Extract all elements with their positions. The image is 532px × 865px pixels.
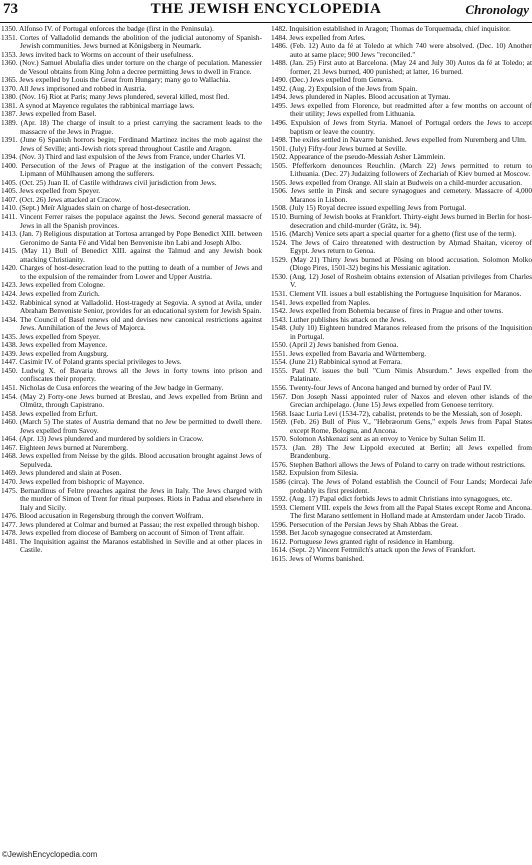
chronology-entry: 1381. A synod at Mayence regulates the rabbinical marriage laws. [1,100,195,110]
chronology-entry: 1505. Jews expelled from Orange. All slain at Budweis on a child-murder accusation. [271,177,523,187]
chronology-entry: 1498. The exiles settled in Navarre banished. Jews expelled from Nuremberg and Ulm. [271,135,527,145]
chronology-entry: 1370. All Jews imprisoned and robbed in Austria. [1,83,147,93]
chronology-entry: 1478. Jews expelled from diocese of Bamberg on account of Simon of Trent affair. [1,528,245,538]
chronology-entry: 1413. (Jan. 7) Religious disputation at Tortosa arranged by Pope Benedict XIII. between Geronimo de Santa Fé and Vidal ben Benveniste ibn Labi and Joseph Albo. [1,229,262,247]
chronology-entry: 1407. (Oct. 26) Jews attacked at Cracow. [1,194,122,204]
chronology-entry: 1492. (Aug. 2) Expulsion of the Jews from Spain. [271,83,418,93]
page-header [0,0,532,23]
chronology-entry: 1576. Stephen Bathori allows the Jews of Poland to carry on trade without restrictions. [271,459,526,469]
chronology-entry: 1502. Appearance of the pseudo-Messiah Asher Lämmlein. [271,152,446,162]
chronology-entry: 1551. Jews expelled from Bavaria and Württemberg. [271,348,427,358]
chronology-entry: 1410. (Sept.) Meïr Alguades slain on charge of host-desecration. [1,203,191,213]
chronology-entry: 1434. The Council of Basel renews old and devises new canonical restrictions against Jews. Annihilation of the Jews of Majorca. [1,314,262,333]
chronology-entry: 1387. Jews expelled from Basel. [1,109,97,119]
chronology-entry: 1569. (Feb. 26) Bull of Pius V., "Hebræorum Gens," expels Jews from Papal States except Rome, Bologna, and Ancona. [271,417,532,435]
chronology-entry: 1432. Rabbinical synod at Valladolid. Host-tragedy at Segovia. A synod at Avila, under Abraham Benveniste Senior, provides for an educational system for Jewish Spain. [1,297,262,316]
chronology-entry: 1568. Isaac Luria Levi (1534-72), cabalist, pretends to be the Messiah, son of Joseph. [271,408,523,418]
chronology-entry: 1494. Jews plundered in Naples. Blood accusation at Tyrnau. [271,92,451,102]
chronology-entry: 1615. Jews of Worms banished. [271,553,365,563]
running-title: THE JEWISH ENCYCLOPEDIA [150,1,382,17]
chronology-entry: 1435. Jews expelled from Speyer. [1,331,101,341]
chronology-entry: 1508. (July 15) Royal decree issued expelling Jews from Portugal. [271,203,467,213]
chronology-entry: 1460. (March 5) The states of Austria demand that no Jew be permitted to dwell there. Jews expelled from Savoy. [1,417,262,435]
chronology-entry: 1405. Jews expelled from Speyer. [1,186,101,196]
chronology-entry: 1360. (Nov.) Samuel Abulafia dies under torture on the charge of peculation. Manessier de Vesoul obtains from King John a decree permitting Jews to dwell in France. [1,58,262,76]
chronology-entry: 1470. Jews expelled from bishopric of Mayence. [1,476,145,486]
chronology-entry: 1423. Jews expelled from Cologne. [1,280,106,290]
chronology-entry: 1550. (April 2) Jews banished from Genoa. [271,340,399,350]
chronology-entry: 1447. Casimir IV. of Poland grants special privileges to Jews. [1,357,182,367]
chronology-entry: 1573. (Jan. 28) The Jew Lippold executed at Berlin; all Jews expelled from Brandenburg. [271,442,532,461]
chronology-entry: 1567. Don Joseph Nassi appointed ruler of Naxos and eleven other islands of the Grecian archipelago. (June 15) Jews expelled from Genoese territory. [271,391,532,410]
chronology-entry: 1505. Pfefferkorn denounces Reuchlin. (March 22) Jews permitted to return to Lithuania. (Dec. 27) Judaizing followers of Zechariah of Kiev burned at Moscow. [271,160,532,179]
section-title: Chronology [465,2,529,17]
chronology-entry: 1405. (Oct. 25) Juan II. of Castile withdraws civil jurisdiction from Jews. [1,177,217,187]
right-column [271,25,532,847]
chronology-entry: 1496. Expulsion of Jews from Styria. Manoel of Portugal orders the Jews to accept baptism or leave the country. [271,118,532,136]
chronology-entry: 1592. (Aug. 17) Papal edict forbids Jews to admit Christians into synagogues, etc. [271,494,513,504]
chronology-entry: 1542. Jews expelled from Bohemia because of fires in Prague and other towns. [271,306,504,316]
chronology-entry: 1506. Jews settle in Pinsk and secure synagogues and cemetery. Massacre of 4,000 Maranos in Lisbon. [271,186,532,204]
chronology-entry: 1490. (Dec.) Jews expelled from Geneva. [271,75,393,85]
chronology-entry: 1484. Jews expelled from Arles. [271,32,366,42]
page-number: 73 [3,1,18,17]
chronology-entry: 1541. Jews expelled from Naples. [271,297,371,307]
chronology-entry: 1476. Blood accusation in Regensburg through the convert Wolfram. [1,511,204,521]
chronology-entry: 1555. Paul IV. issues the bull "Cum Nimis Absurdum." Jews expelled from the Palatinate. [271,365,532,384]
chronology-entry: 1596. Persecution of the Persian Jews by Shah Abbas the Great. [271,519,459,529]
chronology-entry: 1464. (Apr. 13) Jews plundered and murdered by soldiers in Cracow. [1,434,204,444]
chronology-entry: 1486. (Feb. 12) Auto da fé at Toledo at which 740 were absolved. (Dec. 10) Another auto at same place; 900 Jews "reconciled." [271,41,532,59]
chronology-entry: 1530. (Aug. 12) Josel of Rosheim obtains extension of Alsatian privileges from Charles V. [271,271,532,290]
chronology-entry: 1451. Nicholas de Cusa enforces the wearing of the Jew badge in Germany. [1,382,224,392]
chronology-entry: 1458. Jews expelled from Erfurt. [1,408,98,418]
chronology-entry: 1548. (July 10) Eighteen hundred Maranos released from the prisons of the Inquisition in Portugal. [271,323,532,341]
chronology-entry: 1481. The Inquisition against the Maranos established in Seville and at other places in Castile. [1,536,262,555]
chronology-entry: 1593. Clement VIII. expels the Jews from all the Papal States except Rome and Ancona. The first Marano settlement in Holland made at Amsterdam under Jacob Tirado. [271,502,532,521]
chronology-entry: 1469. Jews plundered and slain at Posen. [1,468,122,478]
chronology-entry: 1439. Jews expelled from Augsburg. [1,348,109,358]
chronology-entry: 1586 (circa). The Jews of Poland establish the Council of Four Lands; Mordecai Jafe probably its first president. [271,476,532,495]
chronology-entry: 1365. Jews expelled by Louis the Great from Hungary; many go to Wallachia. [1,75,231,85]
chronology-entry: 1353. Jews invited back to Worms on account of their usefulness. [1,49,194,59]
chronology-entry: 1400. Persecution of the Jews of Prague at the instigation of the convert Pessach; Lipmann of Mühlhausen among the sufferers. [1,160,262,179]
chronology-entry: 1438. Jews expelled from Mayence. [1,340,108,350]
chronology-entry: 1411. Vincent Ferrer raises the populace against the Jews. Second general massacre of Jews in all the Spanish provinces. [1,212,262,230]
chronology-entry: 1582. Expulsion from Silesia. [271,468,359,478]
chronology-entry: 1516. (March) Venice sets apart a special quarter for a ghetto (first use of the term). [271,229,517,239]
chronology-entry: 1415. (May 11) Bull of Benedict XIII. against the Talmud and any Jewish book attacking Christianity. [1,246,262,264]
chronology-entry: 1389. (Apr. 18) The charge of insult to a priest carrying the sacrament leads to the massacre of the Jews in Prague. [1,118,262,136]
chronology-entry: 1495. Jews expelled from Florence, but readmitted after a few months on account of their utility; Jews expelled from Lithuania. [271,100,532,119]
left-column [1,25,262,847]
chronology-entry: 1380. (Nov. 16) Riot at Paris; many Jews plundered, several killed, most fled. [1,92,230,102]
chronology-entry: 1468. Jews expelled from Neisse by the gilds. Blood accusation brought against Jews of Sepulveda. [1,451,262,469]
chronology-entry: 1554. (June 21) Rabbinical synod at Ferrara. [271,357,402,367]
chronology-entry: 1531. Clement VII. issues a bull establishing the Portuguese Inquisition for Maranos. [271,288,522,298]
chronology-entry: 1612. Portuguese Jews granted right of residence in Hamburg. [271,536,455,546]
chronology-entry: 1454. (May 2) Forty-one Jews burned at Breslau, and Jews expelled from Brünn and Olmütz, through Capistrano. [1,391,262,410]
chronology-entry: 1510. Burning of Jewish books at Frankfort. Thirty-eight Jews burned in Berlin for host-desecration and child-murder (Grätz, ix. 94). [271,212,532,230]
site-credit: ©JewishEncyclopedia.com [2,850,98,859]
chronology-entry: 1420. Charges of host-desecration lead to the putting to death of a number of Jews and to the expulsion of the remainder from Lower and Upper Austria. [1,263,262,281]
chronology-entry: 1467. Eighteen Jews burned at Nuremberg. [1,442,128,452]
chronology-entry: 1424. Jews expelled from Zurich. [1,288,100,298]
chronology-entry: 1482. Inquisition established in Aragon; Thomas de Torquemada, chief inquisitor. [271,25,511,33]
chronology-entry: 1351. Cortes of Valladolid demands the abolition of the judicial autonomy of Spanish-Jewish communities. Jews burned at Königsberg in Neumark. [1,32,262,51]
chronology-entry: 1614. (Sept. 2) Vincent Fettmilch's attack upon the Jews of Frankfort. [271,545,476,555]
chronology-entry: 1394. (Nov. 3) Third and last expulsion of the Jews from France, under Charles VI. [1,152,246,162]
chronology-entry: 1450. Ludwig X. of Bavaria throws all the Jews in forty towns into prison and confiscates their property. [1,365,262,384]
chronology-entry: 1529. (May 21) Thirty Jews burned at Pösing on blood accusation. Solomon Molko (Diogo Pires, 1501-32) begins his Messianic agitation. [271,254,532,273]
chronology-entry: 1524. The Jews of Cairo threatened with destruction by Aḥmad Shaitan, viceroy of Egypt. Jews return to Genoa. [271,237,532,256]
chronology-entry: 1543. Luther publishes his attack on the Jews. [271,314,407,324]
chronology-entry: 1598. Bet Jacob synagogue consecrated at Amsterdam. [271,528,433,538]
chronology-entry: 1350. Alfonso IV. of Portugal enforces the badge (first in the Peninsula). [1,25,214,33]
chronology-entry: 1501. (July) Fifty-four Jews burned at Seville. [271,143,407,153]
chronology-entry: 1488. (Jan. 25) First auto at Barcelona. (May 24 and July 30) Autos da fé at Toledo; at former, 21 Jews burned, 400 punished; at latter, 16 burned. [271,58,532,76]
chronology-entry: 1477. Jews plundered at Colmar and burned at Passau; the rest expelled through bishop. [1,519,260,529]
chronology-entry: 1475. Bernardinus of Feltre preaches against the Jews in Italy. The Jews charged with the murder of Simon of Trent for ritual purposes. Riots in Padua and elsewhere in Italy and Sicily. [1,485,262,512]
chronology-entry: 1556. Twenty-four Jews of Ancona hanged and burned by order of Paul IV. [271,382,492,392]
chronology-entry: 1570. Solomon Ashkenazi sent as an envoy to Venice by Sultan Selim II. [271,434,486,444]
chronology-entry: 1391. (June 6) Spanish horrors begin; Ferdinand Martinez incites the mob against the Jews of Seville; anti-Jewish riots spread throughout Castile and Aragon. [1,135,262,153]
